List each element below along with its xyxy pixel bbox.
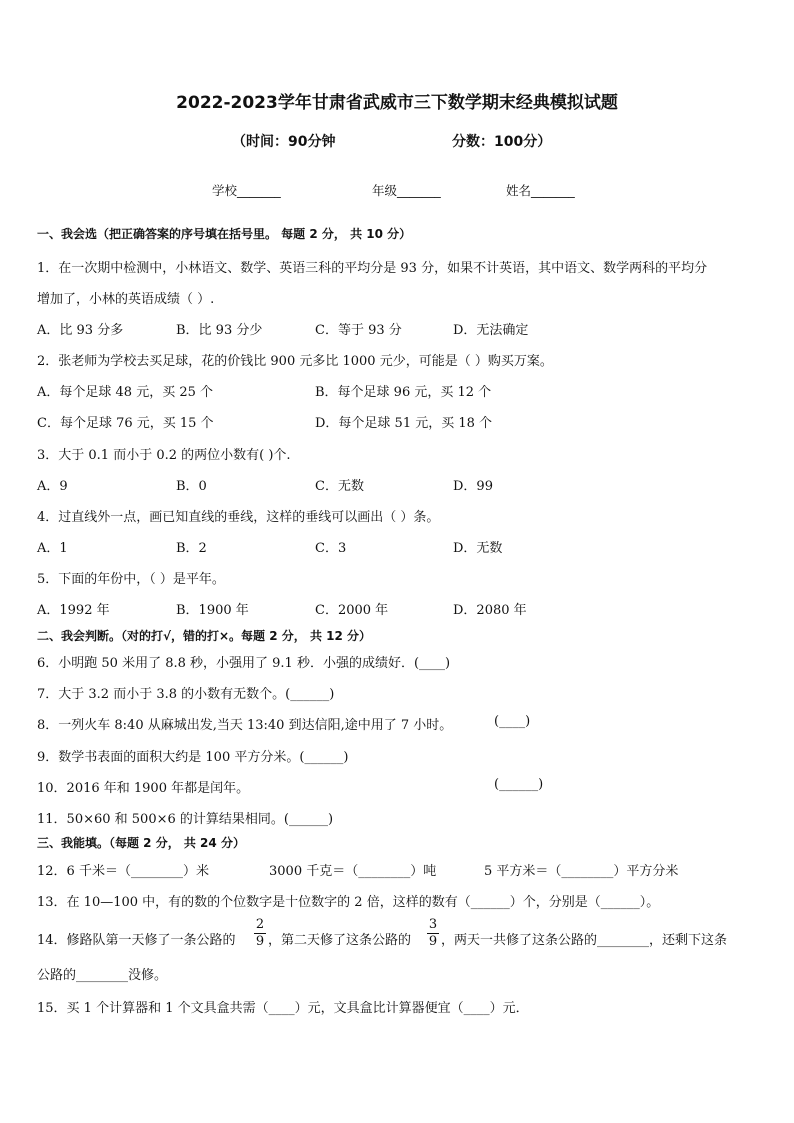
q14-fraction-1 xyxy=(254,918,266,949)
q3-text: 3．大于 0.1 而小于 0.2 的两位小数有( )个. xyxy=(37,448,291,463)
q1-line2: 增加了，小林的英语成绩（ ）. xyxy=(37,292,215,307)
q1-option-d: D．无法确定 xyxy=(453,323,529,338)
q3-option-c: C．无数 xyxy=(315,479,364,494)
q12-part2: 3000 千克＝（________）吨 xyxy=(269,864,437,879)
q2-option-a: A．每个足球 48 元，买 25 个 xyxy=(37,385,214,400)
q4-option-c: C．3 xyxy=(315,541,347,556)
grade-field: 年级_______ xyxy=(372,183,441,198)
q8-text: 8．一列火车 8:40 从麻城出发,当天 13:40 到达信阳,途中用了 7 小时。 xyxy=(37,718,453,733)
exam-score: 分数：100分） xyxy=(452,134,552,150)
exam-title: 2022-2023学年甘肃省武威市三下数学期末经典模拟试题 xyxy=(176,93,618,113)
q7-text: 7．大于 3.2 而小于 3.8 的小数有无数个。(______) xyxy=(37,687,335,702)
q9-text: 9．数学书表面的面积大约是 100 平方分米。(______) xyxy=(37,750,349,765)
q14-fraction-1-numerator: 2 xyxy=(255,917,265,932)
q8-blank: (____) xyxy=(494,714,531,729)
name-field: 姓名_______ xyxy=(506,183,575,198)
q5-option-a: A．1992 年 xyxy=(37,603,110,618)
q2-text: 2．张老师为学校去买足球，花的价钱比 900 元多比 1000 元少，可能是（ ）购买万案。 xyxy=(37,354,553,369)
q14-part2: ，第二天修了这条公路的 xyxy=(268,933,412,948)
section2-heading: 二、我会判断。（对的打√，错的打×。每题 2 分， 共 12 分） xyxy=(37,629,371,643)
q5-text: 5．下面的年份中，（ ）是平年。 xyxy=(37,572,225,587)
section3-heading: 三、我能填。（每题 2 分， 共 24 分） xyxy=(37,836,245,850)
q4-option-b: B．2 xyxy=(176,541,207,556)
q14-fraction-1-denominator: 9 xyxy=(255,934,265,949)
school-field: 学校_______ xyxy=(212,183,281,198)
q10-blank: (______) xyxy=(494,777,544,792)
q5-option-b: B．1900 年 xyxy=(176,603,249,618)
q2-option-c: C．每个足球 76 元，买 15 个 xyxy=(37,416,214,431)
section1-heading: 一、我会选（把正确答案的序号填在括号里。 每题 2 分， 共 10 分） xyxy=(37,227,412,241)
q12-part1: 12．6 千米＝（________）米 xyxy=(37,864,209,879)
q14-part3: ，两天一共修了这条公路的________，还剩下这条 xyxy=(441,933,728,948)
q4-text: 4．过直线外一点，画已知直线的垂线，这样的垂线可以画出（ ）条。 xyxy=(37,510,440,525)
q15-text: 15．买 1 个计算器和 1 个文具盒共需（____）元，文具盒比计算器便宜（____）元． xyxy=(37,1001,529,1016)
q13-text: 13．在 10—100 中，有的数的个位数字是十位数字的 2 倍，这样的数有（______）个，分别是（______）。 xyxy=(37,895,660,910)
q3-option-d: D．99 xyxy=(453,479,493,494)
q14-fraction-2-denominator: 9 xyxy=(428,934,438,949)
q10-text: 10．2016 年和 1900 年都是闰年。 xyxy=(37,781,250,796)
exam-time: （时间：90分钟 xyxy=(232,134,336,150)
q6-text: 6．小明跑 50 米用了 8.8 秒，小强用了 9.1 秒．小强的成绩好．(____) xyxy=(37,656,451,671)
q3-option-a: A．9 xyxy=(37,479,68,494)
q12-part3: 5 平方米＝（________）平方分米 xyxy=(484,864,679,879)
q4-option-a: A．1 xyxy=(37,541,68,556)
q1-option-c: C．等于 93 分 xyxy=(315,323,402,338)
q5-option-c: C．2000 年 xyxy=(315,603,389,618)
q14-fraction-2 xyxy=(427,918,439,949)
q1-option-a: A．比 93 分多 xyxy=(37,323,124,338)
q14-line2: 公路的________没修。 xyxy=(37,968,168,983)
q4-option-d: D．无数 xyxy=(453,541,503,556)
q1-option-b: B．比 93 分少 xyxy=(176,323,263,338)
q11-text: 11．50×60 和 500×6 的计算结果相同。(______) xyxy=(37,812,334,827)
q1-line1: 1．在一次期中检测中，小林语文、数学、英语三科的平均分是 93 分，如果不计英语，其中语文、数学两科的平均分 xyxy=(37,261,708,276)
q14-part1: 14．修路队第一天修了一条公路的 xyxy=(37,933,236,948)
q3-option-b: B．0 xyxy=(176,479,207,494)
q2-option-b: B．每个足球 96 元，买 12 个 xyxy=(315,385,492,400)
q2-option-d: D．每个足球 51 元，买 18 个 xyxy=(315,416,493,431)
q5-option-d: D．2080 年 xyxy=(453,603,527,618)
q14-fraction-2-numerator: 3 xyxy=(428,917,438,932)
